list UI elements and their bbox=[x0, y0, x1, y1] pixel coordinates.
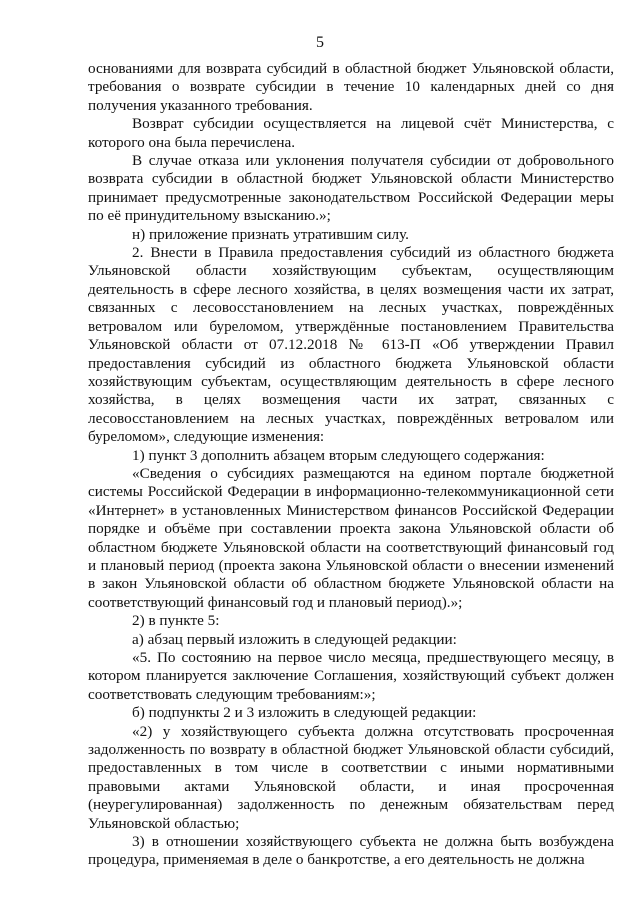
paragraph: б) подпункты 2 и 3 изложить в следующей редакции: bbox=[132, 704, 477, 722]
paragraph: 1) пункт 3 дополнить абзацем вторым следующего содержания: bbox=[132, 446, 545, 464]
paragraph: «2) у хозяйствующего субъекта должна отсутствовать просроченная задолженность по возврату в областной бюджет Ульяновской области субсидий, предоставленных в том числе в соответствии с иными нормативными правовыми актами Ульяновской области, и иная просроченная (неурегулированная) задолженность по денежным обязательствам перед Ульяновской областью; bbox=[88, 722, 614, 832]
paragraph: «Сведения о субсидиях размещаются на едином портале бюджетной системы Российской Федерации в информационно-телекоммуникационной сети «Интернет» в установленных Министерством финансов Российской Федерации порядке и объёме при составлении проекта закона Ульяновской области об областном бюджете Ульяновской области на соответствующий финансовый год и плановый период (проекта закона Ульяновской области о внесении изменений в закон Ульяновской области об областном бюджете Ульяновской области на соответствующий финансовый год и плановый период).»; bbox=[88, 464, 614, 611]
page-number: 5 bbox=[316, 34, 324, 51]
paragraph: а) абзац первый изложить в следующей редакции: bbox=[132, 630, 457, 648]
paragraph: «5. По состоянию на первое число месяца, предшествующего месяцу, в котором планируется заключение Соглашения, хозяйствующий субъект должен соответствовать следующим требованиям:»; bbox=[88, 649, 614, 703]
paragraph: 2) в пункте 5: bbox=[132, 612, 220, 630]
paragraph: 2. Внести в Правила предоставления субсидий из областного бюджета Ульяновской области хозяйствующим субъектам, осуществляющим деятельность в сфере лесного хозяйства, в целях возмещения части их затрат, связанных с лесовосстановлением на лесных участках, повреждённых ветровалом или буреломом, утверждённые постановлением Правительства Ульяновской области от 07.12.2018 № 613-П «Об утверждении Правил предоставления субсидий из областного бюджета Ульяновской области хозяйствующим субъектам, осуществляющим деятельность в сфере лесного хозяйства, в целях возмещения части их затрат, связанных с лесовосстановлением на лесных участках, повреждённых ветровалом или буреломом», следующие изменения: bbox=[88, 244, 614, 446]
paragraph: Возврат субсидии осуществляется на лицевой счёт Министерства, с которого она была перечислена. bbox=[88, 115, 614, 151]
paragraph: 3) в отношении хозяйствующего субъекта не должна быть возбуждена процедура, применяемая в деле о банкротстве, а его деятельность не должна bbox=[88, 833, 614, 869]
paragraph: В случае отказа или уклонения получателя субсидии от добровольного возврата субсидии в областной бюджет Ульяновской области Министерство принимает предусмотренные законодательством Российской Федерации меры по её принудительному взысканию.»; bbox=[88, 152, 614, 225]
paragraph: основаниями для возврата субсидий в областной бюджет Ульяновской области, требования о возврате субсидии в течение 10 календарных дней со дня получения указанного требования. bbox=[88, 60, 614, 114]
document-body bbox=[88, 60, 614, 870]
paragraph: н) приложение признать утратившим силу. bbox=[132, 225, 409, 243]
